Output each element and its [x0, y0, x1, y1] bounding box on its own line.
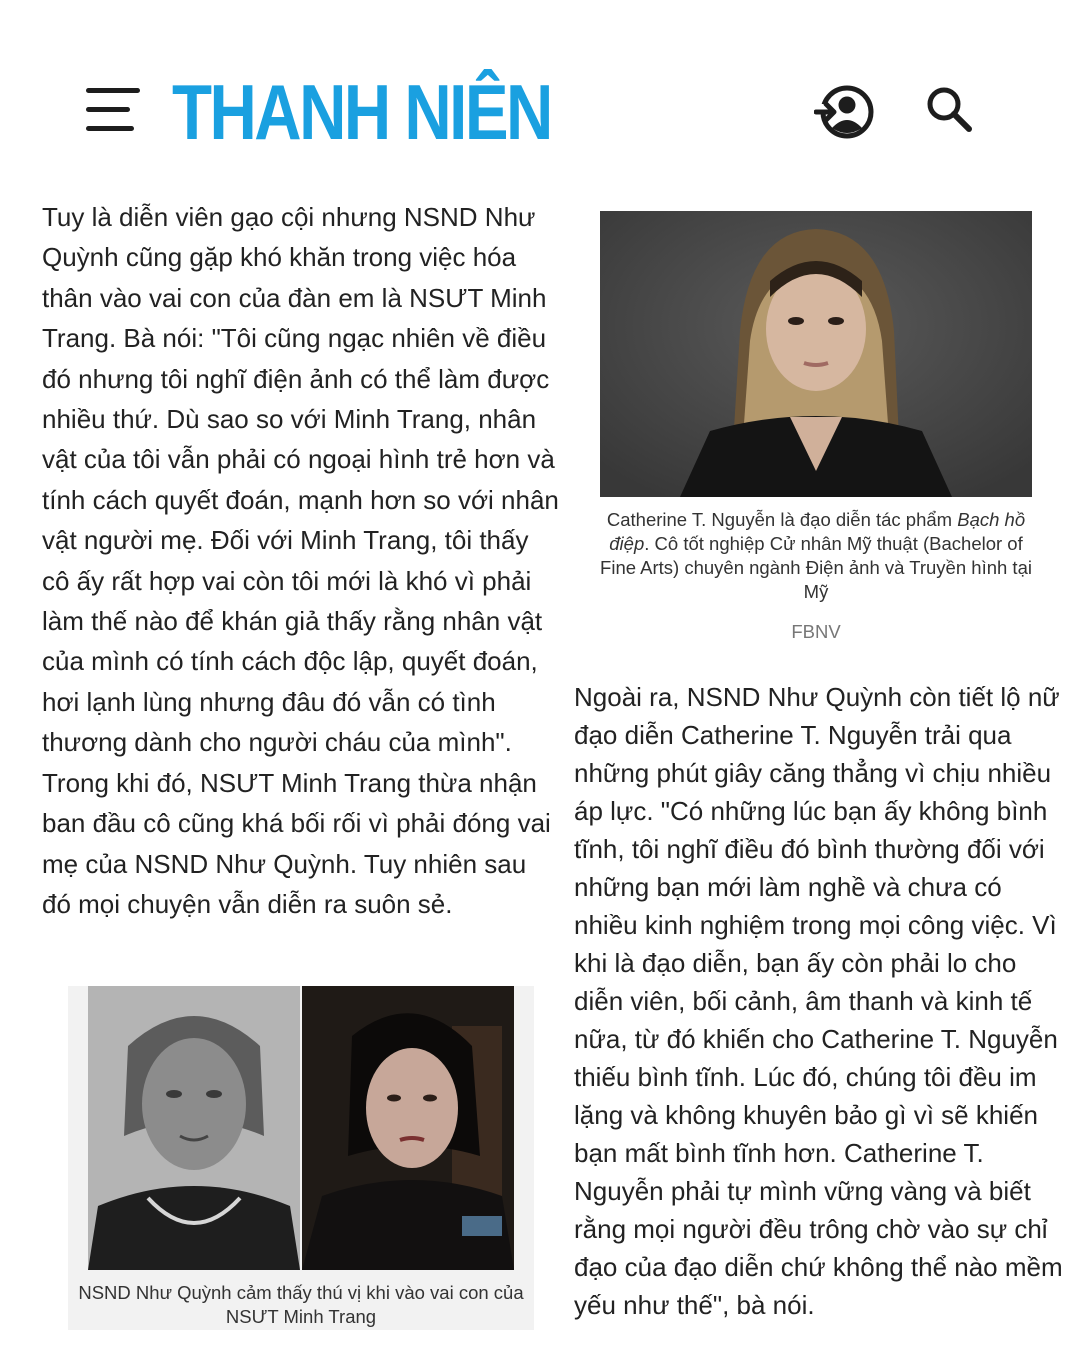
site-logo[interactable]: THANH NIÊN: [172, 68, 551, 156]
photo-nhu-quynh[interactable]: [88, 986, 300, 1270]
site-header: [0, 0, 1080, 190]
figure-caption-right: [600, 508, 1032, 604]
photo-credit: FBNV: [791, 621, 841, 642]
figure-caption-left: NSND Như Quỳnh cảm thấy thú vị khi vào vai con của NSƯT Minh Trang: [78, 1282, 524, 1327]
menu-icon[interactable]: [86, 88, 140, 132]
login-icon[interactable]: [814, 84, 876, 140]
caption-text-prefix: Catherine T. Nguyễn là đạo diễn tác phẩm: [606, 509, 958, 530]
search-icon[interactable]: [924, 84, 974, 134]
photo-minh-trang[interactable]: [302, 986, 514, 1270]
film-title: Bạch hồ điệp: [609, 509, 1026, 554]
caption-text-suffix: . Cô tốt nghiệp Cử nhân Mỹ thuật (Bachelor of Fine Arts) chuyên ngành Điện ảnh và Truyền hình tại Mỹ: [600, 533, 1032, 602]
article-paragraph-left: Tuy là diễn viên gạo cội nhưng NSND Như Quỳnh cũng gặp khó khăn trong việc hóa thân vào vai con của đàn em là NSƯT Minh Trang. Bà nói: "Tôi cũng ngạc nhiên về điều đó nhưng tôi nghĩ điện ảnh có thể làm được nhiều thứ. Dù sao so với Minh Trang, nhân vật của tôi vẫn phải có ngoại hình trẻ hơn và tính cách quyết đoán, mạnh hơn so với nhân vật người mẹ. Đối với Minh Trang, tôi thấy cô ấy rất hợp vai còn tôi mới là khó vì phải làm thế nào để khán giả thấy rằng nhân vật của mình có tính cách độc lập, quyết đoán, hơi lạnh lùng nhưng đâu đó vẫn có tình thương dành cho người cháu của mình". Trong khi đó, NSƯT Minh Trang thừa nhận ban đầu cô cũng khá bối rối vì phải đóng vai mẹ của NSND Như Quỳnh. Tuy nhiên sau đó mọi chuyện vẫn diễn ra suôn sẻ.: [42, 202, 559, 919]
figure-actresses: [68, 986, 534, 1330]
article-paragraph-right: Ngoài ra, NSND Như Quỳnh còn tiết lộ nữ đạo diễn Catherine T. Nguyễn trải qua những phút giây căng thẳng vì chịu nhiều áp lực. "Có những lúc bạn ấy không bình tĩnh, tôi nghĩ điều đó bình thường đối với những bạn mới làm nghề và chưa có nhiều kinh nghiệm trong mọi công việc. Vì khi là đạo diễn, bạn ấy còn phải lo cho diễn viên, bối cảnh, âm thanh và kinh tế nữa, từ đó khiến cho Catherine T. Nguyễn thiếu bình tĩnh. Lúc đó, chúng tôi đều im lặng và không khuyên bảo gì vì sẽ khiến bạn mất bình tĩnh hơn. Catherine T. Nguyễn phải tự mình vững vàng và biết rằng mọi người đều trông chờ vào sự chỉ đạo của đạo diễn chứ không thể nào mềm yếu như thế", bà nói.: [574, 682, 1063, 1320]
photo-catherine-nguyen[interactable]: [600, 211, 1032, 497]
